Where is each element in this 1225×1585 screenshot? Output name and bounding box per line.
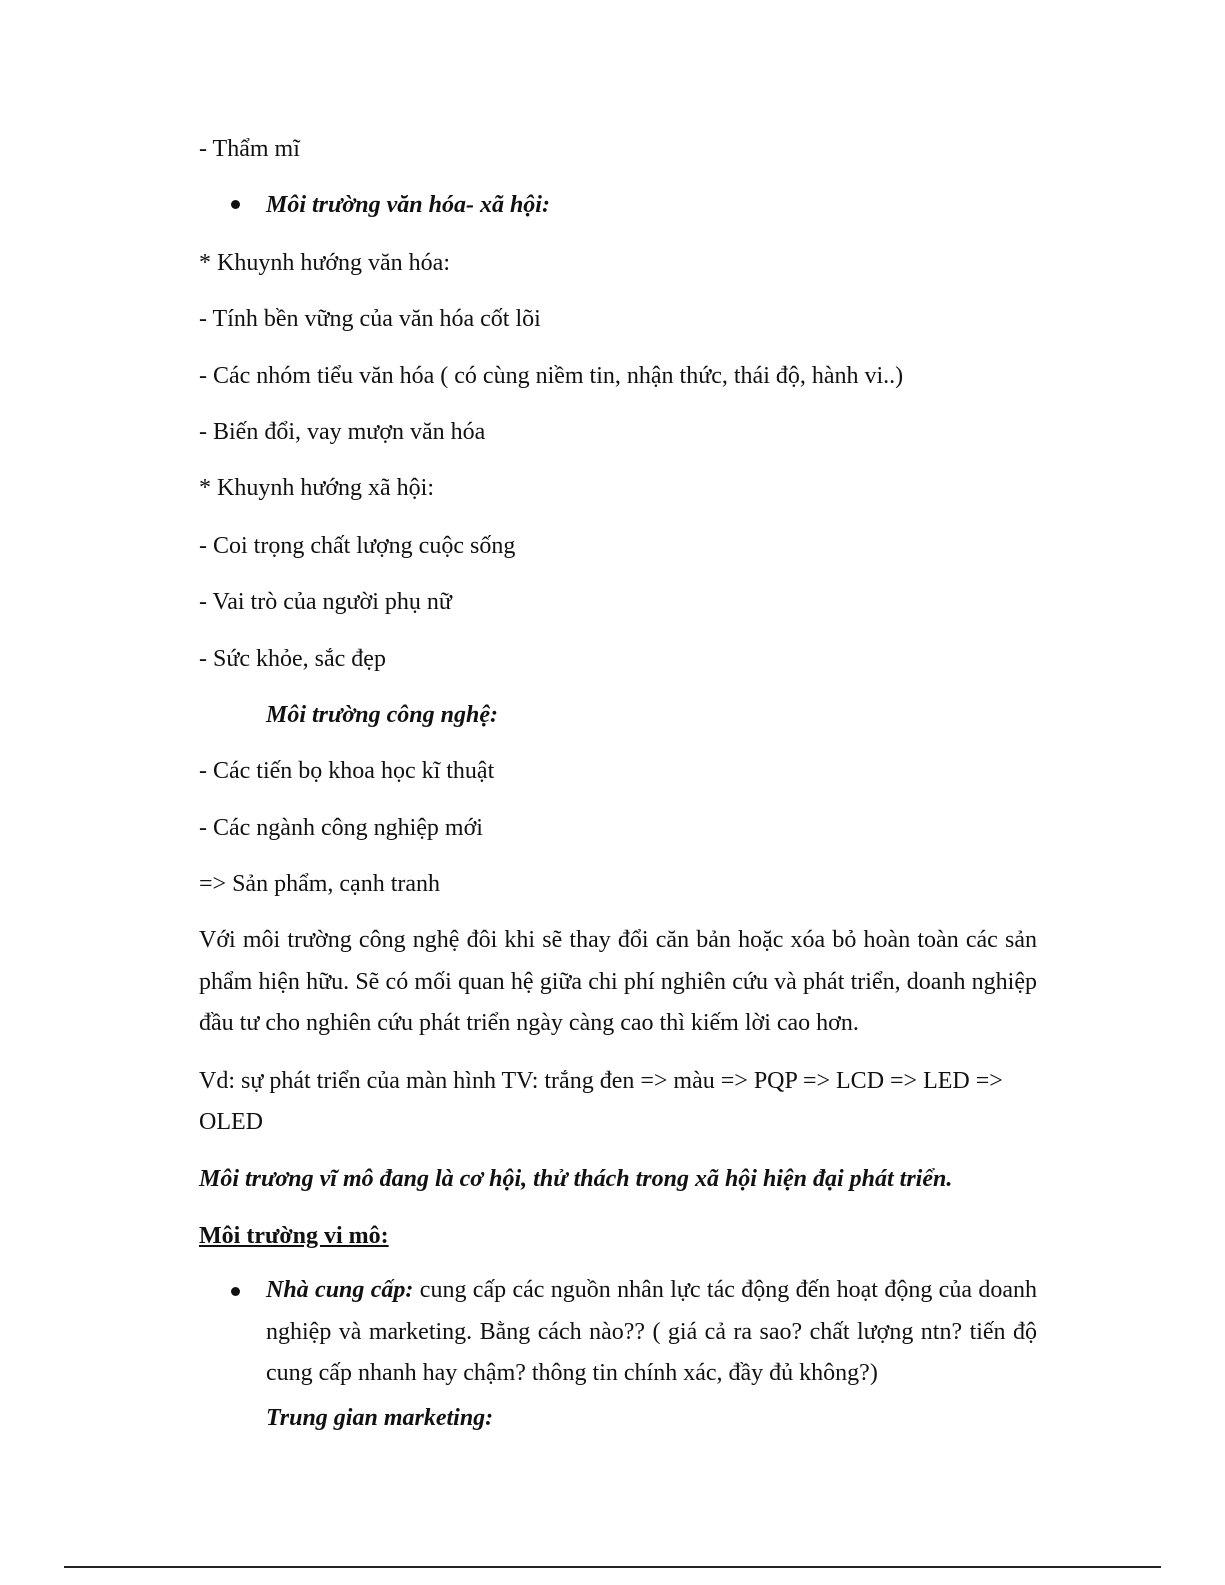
line-chat-luong-cuoc-song: - Coi trọng chất lượng cuộc sống — [199, 533, 516, 559]
line-tien-bo: - Các tiến bọ khoa học kĩ thuật — [199, 758, 495, 784]
line-vi-mo-summary: Môi trương vĩ mô đang là cơ hội, thử thách trong xã hội hiện đại phát triển. — [199, 1166, 953, 1192]
nha-cung-cap-label: Nhà cung cấp: — [266, 1277, 414, 1303]
heading-vi-mo: Môi trường vi mô: — [199, 1223, 389, 1249]
line-ben-vung: - Tính bền vững của văn hóa cốt lõi — [199, 306, 541, 332]
line-nhom-tieu-van-hoa: - Các nhóm tiểu văn hóa ( có cùng niềm tin, nhận thức, thái độ, hành vi..) — [199, 363, 904, 389]
line-vd-2: OLED — [199, 1109, 263, 1135]
paragraph-nha-cung-cap — [266, 1270, 1037, 1395]
heading-van-hoa-xa-hoi: Môi trường văn hóa- xã hội: — [266, 192, 550, 218]
bullet-icon — [231, 200, 240, 209]
line-san-pham: => Sản phẩm, cạnh tranh — [199, 871, 441, 897]
line-bien-doi: - Biến đổi, vay mượn văn hóa — [199, 419, 486, 445]
line-khuynh-huong-van-hoa: * Khuynh hướng văn hóa: — [199, 250, 451, 276]
line-tham-mi: - Thẩm mĩ — [199, 136, 300, 162]
line-vd-1: Vd: sự phát triển của màn hình TV: trắng đen => màu => PQP => LCD => LED => — [199, 1068, 1003, 1094]
heading-cong-nghe: Môi trường công nghệ: — [266, 702, 498, 728]
line-khuynh-huong-xa-hoi: * Khuynh hướng xã hội: — [199, 475, 435, 501]
paragraph-cong-nghe: Với môi trường công nghệ đôi khi sẽ thay đổi căn bản hoặc xóa bỏ hoàn toàn các sản phẩm hiện hữu. Sẽ có mối quan hệ giữa chi phí nghiên cứu và phát triển, doanh nghiệp đầu tư cho nghiên cứu phát triển ngày càng cao thì kiếm lời cao hơn. — [199, 927, 1037, 1036]
page-bottom-rule — [64, 1566, 1161, 1568]
nha-cung-cap-text: cung cấp các nguồn nhân lực tác động đến hoạt động của doanh nghiệp và marketing. Bằng cách nào?? ( giá cả ra sao? chất lượng ntn? tiến độ cung cấp nhanh hay chậm? thông tin chính xác, đầy đủ không?) — [266, 1277, 1038, 1386]
line-nganh-moi: - Các ngành công nghiệp mới — [199, 815, 483, 841]
bullet-icon — [231, 1287, 240, 1296]
line-suc-khoe: - Sức khỏe, sắc đẹp — [199, 646, 386, 672]
line-vai-tro-phu-nu: - Vai trò của người phụ nữ — [199, 589, 452, 615]
heading-trung-gian-marketing: Trung gian marketing: — [266, 1405, 494, 1431]
